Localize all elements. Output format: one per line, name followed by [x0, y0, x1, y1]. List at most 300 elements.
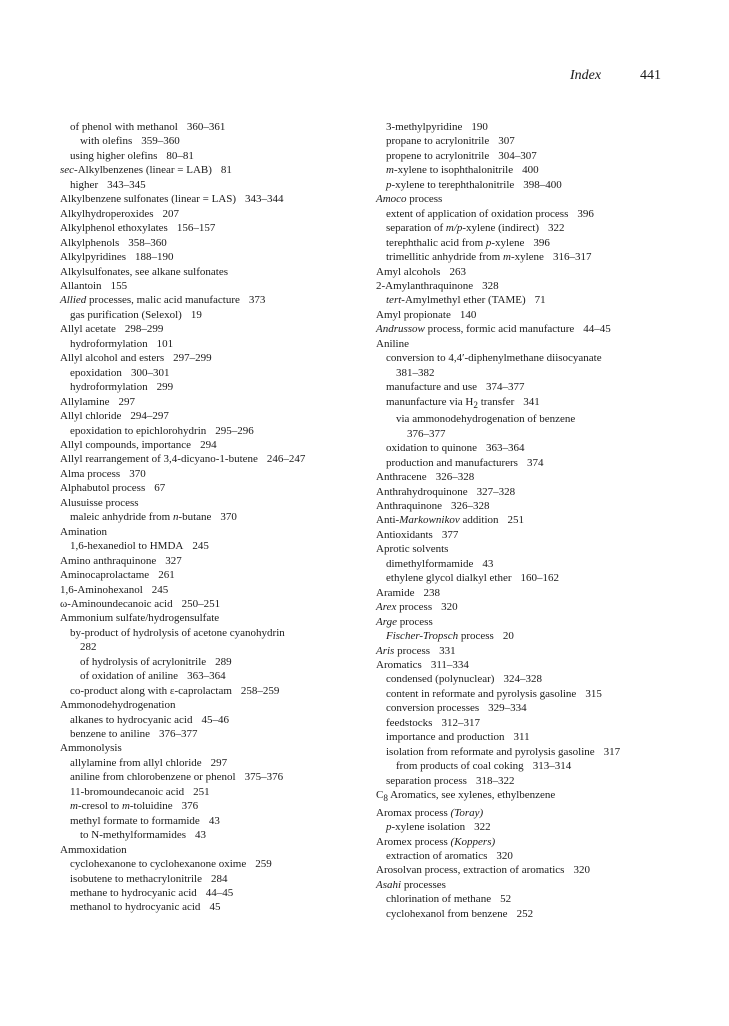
index-page-ref: 363–364 [486, 442, 525, 455]
index-page-ref: 374–377 [486, 381, 525, 394]
index-term: Alkylpyridines [60, 251, 126, 264]
index-page-ref: 313–314 [532, 760, 572, 773]
index-entry [60, 828, 380, 842]
index-entry [376, 759, 676, 773]
index-term: epoxidation to epichlorohydrin [70, 424, 207, 437]
index-term: methanol to hydrocyanic acid [70, 901, 201, 914]
index-term: content in reformate and pyrolysis gasoline [386, 687, 577, 700]
index-entry [376, 788, 676, 806]
index-term: conversion to 4,4′-diphenylmethane diisocyanate [386, 352, 602, 365]
index-term: Allyl compounds, importance [60, 438, 192, 451]
index-page-ref: 376–377 [159, 728, 198, 741]
index-term: dimethylformamide [386, 557, 474, 570]
index-page-ref: 52 [500, 893, 512, 906]
index-entry [60, 452, 380, 466]
index-entry [376, 395, 676, 413]
index-term: Anthraquinone [376, 499, 442, 512]
index-entry [60, 554, 380, 568]
index-page-ref: 190 [471, 121, 488, 133]
index-term: Allylamine [60, 395, 110, 408]
index-page-ref: 43 [482, 557, 494, 570]
index-entry [376, 337, 676, 351]
index-entry [60, 481, 380, 495]
index-term: Aromex process (Koppers) [376, 835, 496, 848]
index-page-ref: 284 [210, 872, 228, 885]
index-page-ref: 304–307 [498, 149, 537, 162]
index-term: Aramide [376, 586, 415, 599]
index-entry [376, 178, 676, 192]
index-term: Fischer-Tropsch process [386, 630, 494, 643]
index-entry [60, 770, 380, 784]
index-term: Alma process [60, 467, 121, 480]
index-page-ref: 251 [193, 785, 210, 798]
index-page-ref: 252 [516, 907, 534, 920]
index-entry [376, 892, 676, 906]
index-term: of phenol with methanol [70, 121, 178, 133]
index-term: Allantoin [60, 279, 102, 292]
index-term: using higher olefins [70, 149, 158, 162]
index-entry [376, 441, 676, 455]
index-entry [376, 308, 676, 322]
index-entry [60, 279, 380, 293]
index-page-ref: 363–364 [187, 670, 226, 683]
index-page-ref: 329–334 [488, 702, 527, 715]
index-term: Amination [60, 525, 108, 538]
index-page-ref: 376 [181, 800, 199, 813]
index-entry [60, 163, 380, 177]
index-page-ref: 375–376 [244, 771, 284, 784]
index-term: Alkylhydroperoxides [60, 207, 154, 220]
index-term: Aprotic solvents [376, 543, 449, 556]
index-page-ref: 238 [423, 586, 440, 599]
index-term: Asahi processes [376, 878, 446, 891]
index-entry [60, 510, 380, 524]
index-entry [60, 409, 380, 423]
index-entry [376, 878, 676, 892]
index-entry [60, 669, 380, 683]
index-page-ref: 320 [441, 601, 458, 614]
index-page-ref: 370 [129, 467, 146, 480]
index-term: p-xylene to terephthalonitrile [386, 178, 515, 191]
index-term: Aromatics [376, 658, 422, 671]
index-term: separation process [386, 774, 467, 787]
index-page-ref: 263 [449, 265, 466, 278]
index-entry [60, 872, 380, 886]
index-entry [376, 701, 676, 715]
index-term: importance and production [386, 731, 505, 744]
index-term: Arge process [376, 615, 433, 628]
index-entry [60, 857, 380, 871]
index-term: Aniline [376, 337, 409, 350]
index-term: Amyl alcohols [376, 265, 441, 278]
index-entry [376, 470, 676, 484]
index-page-ref: 43 [208, 814, 220, 827]
index-entry [376, 322, 676, 336]
index-term: by-product of hydrolysis of acetone cyanohydrin [70, 626, 285, 639]
index-entry [60, 265, 380, 279]
index-page-ref: 43 [195, 829, 207, 842]
index-page-ref: 343–345 [107, 178, 146, 191]
index-page-ref: 289 [215, 655, 232, 668]
index-entry [376, 528, 676, 542]
index-page-ref: 140 [459, 308, 477, 321]
index-entry [376, 120, 676, 134]
index-entry [376, 863, 676, 877]
index-entry [60, 525, 380, 539]
index-entry [60, 727, 380, 741]
index-term: Alkylphenol ethoxylates [60, 222, 168, 235]
index-entry [376, 250, 676, 264]
index-entry [60, 236, 380, 250]
index-entry [60, 366, 380, 380]
index-term: Aminocaprolactame [60, 569, 150, 582]
index-page-ref: 341 [523, 395, 540, 408]
index-entry [376, 615, 676, 629]
index-term: separation of m/p-xylene (indirect) [386, 222, 540, 235]
index-entry [60, 322, 380, 336]
index-entry [60, 207, 380, 221]
index-page-ref: 297–299 [173, 352, 212, 365]
index-entry [60, 626, 380, 640]
index-entry [376, 542, 676, 556]
index-term: Ammonium sulfate/hydrogensulfate [60, 612, 220, 625]
index-entry [60, 799, 380, 813]
index-term: Allyl acetate [60, 323, 116, 336]
index-term: terephthalic acid from p-xylene [386, 236, 525, 249]
index-term: extent of application of oxidation process [386, 207, 569, 220]
index-page-ref: 298–299 [124, 323, 164, 336]
index-term: higher [70, 178, 99, 191]
index-page-ref: 377 [441, 528, 459, 541]
index-page-ref: 396 [577, 207, 594, 220]
index-page-ref: 45–46 [201, 713, 229, 726]
index-page-ref: 294–297 [130, 410, 169, 423]
index-entry [376, 658, 676, 672]
index-page-ref: 19 [190, 308, 202, 321]
index-term: Alkylphenols [60, 236, 120, 249]
index-page-ref: 331 [439, 644, 456, 657]
index-term: tert-Amylmethyl ether (TAME) [386, 294, 526, 307]
index-entry [376, 745, 676, 759]
index-entry [60, 756, 380, 770]
index-page-ref: 322 [474, 821, 491, 834]
index-page-ref: 328 [482, 279, 499, 292]
index-page-ref: 250–251 [181, 597, 221, 610]
index-entry [376, 351, 676, 365]
index-entry [376, 163, 676, 177]
index-page-ref: 245 [192, 540, 209, 553]
index-term: alkanes to hydrocyanic acid [70, 713, 193, 726]
index-entry [60, 149, 380, 163]
index-term: Allyl chloride [60, 410, 122, 423]
index-entry [60, 741, 380, 755]
index-entry [60, 221, 380, 235]
index-term: Alkylbenzene sulfonates (linear = LAS) [60, 193, 237, 206]
index-entry [60, 843, 380, 857]
index-term: propane to acrylonitrile [386, 135, 490, 148]
index-page-ref: 360–361 [186, 121, 226, 133]
index-entry [60, 120, 380, 134]
index-page-ref: 258–259 [240, 684, 280, 697]
index-term: allylamine from allyl chloride [70, 756, 202, 769]
index-term: of oxidation of aniline [80, 670, 179, 683]
index-page-ref: 307 [498, 135, 515, 148]
index-entry [376, 835, 676, 849]
index-term: benzene to aniline [70, 728, 151, 741]
index-term: Antioxidants [376, 528, 433, 541]
index-entry [376, 820, 676, 834]
index-term: methyl formate to formamide [70, 814, 200, 827]
index-term: $C_8$ Aromatics, see xylenes, ethylbenzene [376, 789, 556, 804]
index-page-ref: 373 [248, 294, 266, 307]
index-entry [376, 499, 676, 513]
index-page-ref: 311 [513, 731, 530, 744]
index-page-ref: 261 [158, 569, 175, 582]
index-entry [60, 424, 380, 438]
index-term: sec-Alkylbenzenes (linear = LAB) [60, 164, 212, 177]
index-entry [376, 279, 676, 293]
index-page-ref: 44–45 [583, 323, 611, 336]
index-term: 11-bromoundecanoic acid [70, 785, 185, 798]
index-term: to N-methylformamides [80, 829, 187, 842]
index-term: production and manufacturers [386, 456, 518, 469]
index-entry [60, 597, 380, 611]
index-term: aniline from chlorobenzene or phenol [70, 771, 236, 784]
index-page-ref: 300–301 [130, 366, 170, 379]
index-page-ref: 188–190 [135, 251, 174, 264]
index-entry [60, 640, 380, 654]
index-term: Allied processes, malic acid manufacture [60, 294, 240, 307]
index-term: chlorination of methane [386, 893, 492, 906]
index-entry [60, 655, 380, 669]
index-term: condensed (polynuclear) [386, 673, 495, 686]
index-entry [376, 774, 676, 788]
index-page-ref: 251 [507, 514, 525, 527]
index-entry [376, 456, 676, 470]
index-entry [376, 412, 676, 426]
index-term: Allyl rearrangement of 3,4-dicyano-1-butene [60, 453, 258, 466]
index-entry [376, 427, 676, 441]
index-page-ref: 315 [585, 687, 602, 700]
index-term: ω-Aminoundecanoic acid [60, 597, 173, 610]
index-page-ref: 374 [526, 456, 544, 469]
index-term: via ammonodehydrogenation of benzene [396, 413, 576, 426]
index-page-ref: 80–81 [166, 149, 194, 162]
index-entry [376, 849, 676, 863]
index-page-ref: 297 [210, 756, 228, 769]
index-term: ethylene glycol dialkyl ether [386, 572, 512, 585]
index-page-ref: 44–45 [205, 887, 234, 900]
index-entry [376, 600, 676, 614]
index-entry [376, 236, 676, 250]
index-page-ref: 320 [496, 850, 513, 863]
index-term: 381–382 [396, 366, 435, 379]
index-entry [376, 366, 676, 380]
index-entry [60, 192, 380, 206]
index-term: isolation from reformate and pyrolysis gasoline [386, 745, 595, 758]
index-entry [376, 207, 676, 221]
index-term: Ammonodehydrogenation [60, 699, 176, 712]
index-term: Anthrahydroquinone [376, 485, 468, 498]
index-term: conversion processes [386, 702, 480, 715]
index-entry [376, 644, 676, 658]
index-entry [376, 730, 676, 744]
index-entry [60, 395, 380, 409]
index-entry [60, 611, 380, 625]
index-term: Allyl alcohol and esters [60, 352, 165, 365]
index-page-ref: 71 [534, 294, 546, 307]
index-page-ref: 318–322 [475, 774, 515, 787]
index-page-ref: 320 [573, 864, 590, 877]
index-entry [60, 539, 380, 553]
index-term: Alkylsulfonates, see alkane sulfonates [60, 265, 229, 278]
index-term: Arex process [376, 601, 433, 614]
index-entry [60, 814, 380, 828]
index-page-ref: 101 [156, 337, 174, 350]
index-entry [60, 698, 380, 712]
index-page-ref: 259 [255, 858, 272, 871]
index-page-ref: 326–328 [435, 471, 475, 484]
index-term: cyclohexanol from benzene [386, 907, 508, 920]
index-term: Ammonolysis [60, 742, 122, 755]
index-term: hydroformylation [70, 337, 148, 350]
index-page-ref: 156–157 [176, 222, 216, 235]
index-term: extraction of aromatics [386, 850, 488, 863]
index-term: trimellitic anhydride from m-xylene [386, 251, 544, 264]
index-term: Amoco process [376, 193, 443, 206]
index-page-ref: 297 [118, 395, 135, 408]
page-header [0, 68, 729, 88]
index-page-ref: 45 [209, 901, 221, 914]
index-page-ref: 327–328 [476, 485, 516, 498]
index-entry [376, 221, 676, 235]
index-term: Arosolvan process, extraction of aromatics [376, 864, 565, 877]
index-term: gas purification (Selexol) [70, 308, 182, 321]
index-term: Aromax process (Toray) [376, 806, 484, 819]
index-term: Anthracene [376, 471, 427, 484]
index-entry [60, 337, 380, 351]
index-page-ref: 358–360 [128, 236, 167, 249]
index-term: oxidation to quinone [386, 442, 478, 455]
index-column-left [60, 120, 380, 915]
index-term: Anti-Markownikov addition [376, 514, 499, 527]
index-entry [60, 250, 380, 264]
index-entry [60, 496, 380, 510]
index-term: Andrussow process, formic acid manufacture [376, 323, 575, 336]
index-page-ref: 299 [156, 381, 174, 394]
index-term: from products of coal coking [396, 760, 524, 773]
index-page-ref: 316–317 [552, 251, 592, 264]
index-entry [60, 134, 380, 148]
index-entry [60, 178, 380, 192]
index-column-right [376, 120, 676, 921]
index-page-ref: 81 [220, 164, 232, 177]
index-page-ref: 317 [603, 745, 621, 758]
index-entry [376, 907, 676, 921]
index-term: manufacture and use [386, 381, 478, 394]
index-entry [376, 149, 676, 163]
section-title: Index [570, 68, 602, 83]
index-term: p-xylene isolation [386, 821, 466, 834]
index-page-ref: 327 [165, 554, 182, 567]
index-term: 1,6-hexanediol to HMDA [70, 540, 184, 553]
index-page-ref: 311–334 [430, 658, 469, 671]
index-entry [60, 886, 380, 900]
index-term: m-cresol to m-toluidine [70, 800, 173, 813]
index-term: hydroformylation [70, 381, 148, 394]
index-page-ref: 370 [220, 511, 237, 524]
index-entry [60, 467, 380, 481]
index-page-ref: 246–247 [266, 453, 306, 466]
index-term: manunfacture via $H_2$ transfer [386, 395, 515, 410]
index-term: co-product along with ε-caprolactam [70, 684, 232, 697]
index-term: Alusuisse process [60, 496, 139, 509]
index-page-ref: 322 [548, 222, 565, 235]
index-term: Ammoxidation [60, 843, 127, 856]
index-page-ref: 326–328 [450, 499, 490, 512]
index-entry [376, 192, 676, 206]
index-entry [376, 134, 676, 148]
index-term: Amyl propionate [376, 308, 451, 321]
index-term: 376–377 [407, 427, 446, 440]
index-term: 2-Amylanthraquinone [376, 279, 474, 292]
index-entry [60, 900, 380, 914]
index-entry [376, 672, 676, 686]
index-page-ref: 343–344 [245, 193, 284, 206]
index-page-ref: 294 [200, 438, 217, 451]
index-entry [376, 716, 676, 730]
index-term: Alphabutol process [60, 482, 146, 495]
index-entry [376, 629, 676, 643]
index-entry [60, 713, 380, 727]
index-term: of hydrolysis of acrylonitrile [80, 655, 207, 668]
index-page-ref: 295–296 [215, 424, 254, 437]
index-entry [60, 308, 380, 322]
index-page-ref: 207 [162, 207, 179, 220]
index-term: 1,6-Aminohexanol [60, 583, 143, 596]
index-entry [376, 513, 676, 527]
index-page-ref: 398–400 [523, 178, 562, 191]
index-page-ref: 160–162 [520, 572, 560, 585]
index-entry [60, 568, 380, 582]
index-term: 282 [80, 641, 97, 654]
index-term: methane to hydrocyanic acid [70, 887, 197, 900]
index-page-ref: 312–317 [441, 716, 480, 729]
index-page-ref: 245 [151, 583, 169, 596]
index-term: feedstocks [386, 716, 433, 729]
index-term: epoxidation [70, 366, 122, 379]
index-page-ref: 359–360 [141, 135, 180, 148]
index-entry [376, 485, 676, 499]
index-entry [60, 583, 380, 597]
index-entry [376, 806, 676, 820]
index-term: cyclohexanone to cyclohexanone oxime [70, 858, 247, 871]
index-page-ref: 155 [110, 279, 128, 292]
index-term: m-xylene to isophthalonitrile [386, 164, 514, 177]
index-entry [376, 293, 676, 307]
index-term: maleic anhydride from n-butane [70, 511, 212, 524]
index-entry [60, 438, 380, 452]
index-entry [60, 785, 380, 799]
index-entry [60, 351, 380, 365]
index-term: with olefins [80, 135, 133, 148]
index-entry [376, 557, 676, 571]
index-term: isobutene to methacrylonitrile [70, 872, 202, 885]
index-entry [376, 380, 676, 394]
index-entry [60, 684, 380, 698]
index-entry [60, 293, 380, 307]
page-number: 441 [640, 68, 661, 83]
